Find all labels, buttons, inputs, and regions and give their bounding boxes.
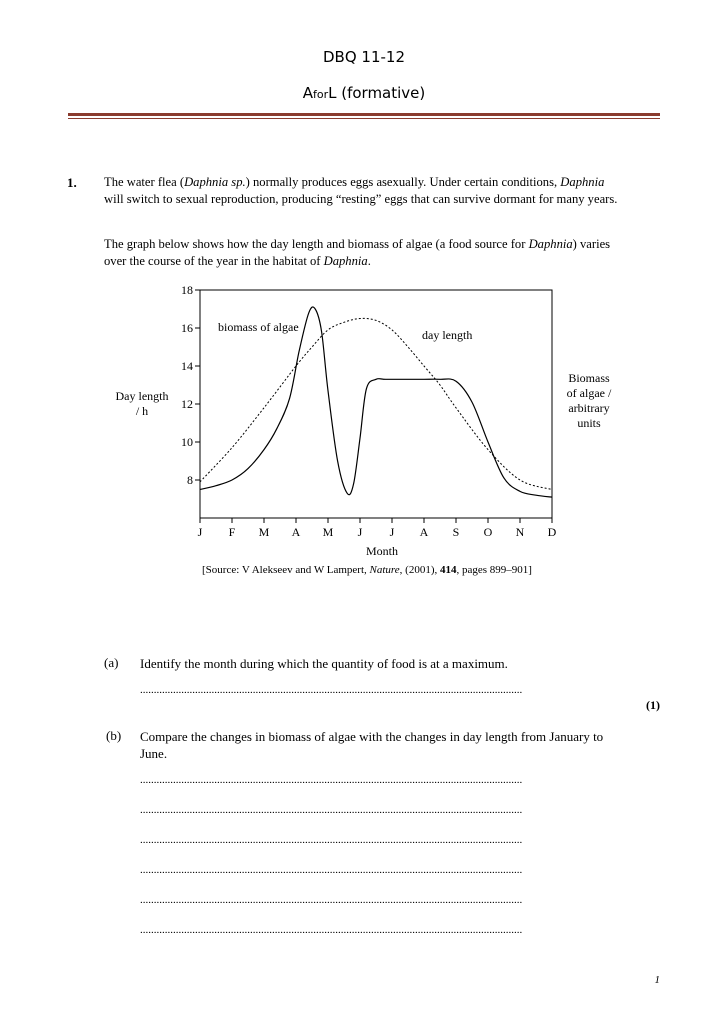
question-intro-1 [104, 174, 624, 208]
answer-line[interactable]: ........................................................................................................................................... [140, 684, 523, 696]
answer-line[interactable]: ........................................................................................................................................... [140, 864, 523, 876]
x-tick-label: M [258, 525, 270, 539]
page-number: 1 [654, 974, 660, 986]
y-axis-label-right-2: of algae / [566, 386, 612, 400]
y-tick-label: 12 [181, 397, 193, 411]
y-axis-label-right-4: units [577, 416, 601, 430]
question-number: 1. [67, 175, 77, 190]
page-subtitle [0, 84, 728, 102]
source-text: , pages 899–901] [456, 564, 532, 576]
subtitle-for: for [312, 88, 329, 101]
intro-text: The graph below shows how the day length and biomass of algae (a food source for [104, 237, 529, 251]
y-axis-label-right-3: arbitrary [568, 401, 610, 415]
intro-species: Daphnia sp. [184, 175, 246, 189]
intro-text: . [367, 254, 371, 268]
source-volume: 414 [440, 564, 457, 576]
answer-line[interactable]: ........................................................................................................................................... [140, 924, 523, 936]
intro-species: Daphnia [323, 254, 368, 268]
part-a-marks: (1) [646, 698, 660, 712]
part-a-text: Identify the month during which the quantity of food is at a maximum. [140, 656, 508, 671]
y-tick-label: 16 [181, 321, 193, 335]
x-tick-label: J [389, 525, 395, 539]
x-tick-label: A [419, 525, 429, 539]
x-tick-label: J [357, 525, 363, 539]
biomass-annotation: biomass of algae [218, 320, 299, 334]
answer-line[interactable]: ........................................................................................................................................... [140, 774, 523, 786]
header-rule-thin [68, 118, 660, 119]
x-tick-label: O [483, 525, 493, 539]
answer-line[interactable]: ........................................................................................................................................... [140, 834, 523, 846]
source-journal: Nature [369, 564, 400, 576]
y-tick-label: 8 [187, 473, 193, 487]
y-axis-label-left: Day length [115, 389, 169, 403]
daylength-annotation: day length [422, 328, 473, 342]
intro-species: Daphnia [560, 175, 605, 189]
answer-line[interactable]: ........................................................................................................................................... [140, 804, 523, 816]
algae-daylength-chart [100, 278, 660, 578]
part-b-label: (b) [106, 728, 122, 743]
question-intro-2 [104, 236, 624, 270]
x-tick-label: M [322, 525, 334, 539]
intro-text: ) varies over the course of the year in the habitat of [104, 237, 611, 268]
x-tick-label: D [547, 525, 557, 539]
y-tick-label: 18 [181, 283, 193, 297]
biomass-line [200, 307, 552, 497]
y-axis-label-right-1: Biomass [568, 371, 610, 385]
subtitle-l: L (formative) [328, 84, 426, 102]
intro-text: The water flea ( [104, 175, 185, 189]
source-text: , (2001), [399, 564, 440, 576]
x-tick-label: J [197, 525, 203, 539]
intro-species: Daphnia [528, 237, 573, 251]
page-title: DBQ 11-12 [322, 48, 405, 66]
x-axis-label: Month [365, 544, 399, 558]
source-citation [202, 564, 532, 576]
y-tick-label: 14 [181, 359, 193, 373]
x-tick-label: N [515, 525, 525, 539]
y-axis-label-left-unit: / h [135, 404, 149, 418]
part-b-text: Compare the changes in biomass of algae with the changes in day length from January to June. [140, 729, 604, 761]
source-text: [Source: V Alekseev and W Lampert, [202, 564, 370, 576]
intro-text: ) normally produces eggs asexually. Under certain conditions, [245, 175, 558, 189]
part-a-label: (a) [104, 655, 119, 670]
x-tick-label: F [228, 525, 236, 539]
subtitle-a: A [302, 84, 313, 102]
x-tick-label: A [291, 525, 301, 539]
y-tick-label: 10 [181, 435, 193, 449]
header-rule [68, 113, 660, 116]
intro-text: will switch to sexual reproduction, producing “resting” eggs that can survive dormant for many years. [104, 192, 618, 206]
answer-line[interactable]: ........................................................................................................................................... [140, 894, 523, 906]
x-tick-label: S [452, 525, 460, 539]
